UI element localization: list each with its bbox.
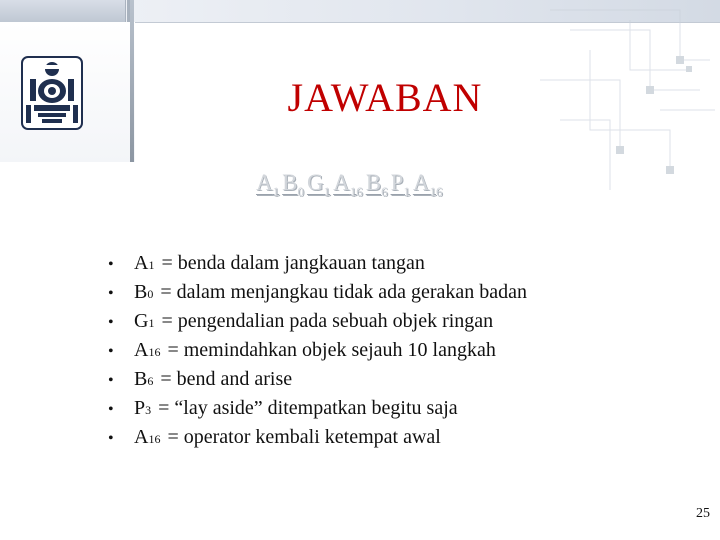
bullet-text: = “lay aside” ditempatkan begitu saja bbox=[153, 397, 458, 419]
bullet-marker: • bbox=[108, 285, 114, 302]
title-area bbox=[150, 62, 620, 132]
bullet-symbol: A bbox=[134, 339, 149, 361]
formula-symbol-base: A bbox=[256, 170, 273, 195]
formula-symbol bbox=[306, 170, 333, 199]
bullet-text: = dalam menjangkau tidak ada gerakan badan bbox=[155, 281, 528, 303]
formula-symbol bbox=[412, 170, 446, 199]
bullet-item bbox=[108, 423, 527, 452]
bullet-marker: • bbox=[108, 256, 114, 273]
bullet-item bbox=[108, 249, 527, 278]
bullet-symbol: A bbox=[134, 252, 149, 274]
formula-symbol-subscript: 1 bbox=[323, 184, 331, 199]
bullet-marker: • bbox=[108, 401, 114, 418]
formula-symbol-subscript: 16 bbox=[429, 184, 443, 199]
bullet-marker: • bbox=[108, 430, 114, 447]
institution-emblem-logo bbox=[20, 55, 84, 131]
bullet-symbol-subscript: 1 bbox=[148, 258, 155, 272]
bullet-symbol: B bbox=[134, 368, 148, 390]
formula-symbol bbox=[282, 170, 307, 199]
page-number: 25 bbox=[696, 506, 710, 521]
formula-symbol bbox=[365, 170, 391, 199]
formula-symbol-base: B bbox=[365, 170, 382, 195]
slide-title: JAWABAN bbox=[287, 74, 483, 120]
formula-symbol-base: B bbox=[282, 170, 298, 195]
formula-symbol-base: G bbox=[306, 170, 324, 195]
bullet-symbol-subscript: 16 bbox=[148, 345, 161, 359]
bullet-symbol-subscript: 1 bbox=[148, 316, 155, 330]
formula-symbol-subscript: 16 bbox=[349, 184, 363, 199]
formula-symbol-subscript: 0 bbox=[297, 184, 304, 199]
bullet-symbol-subscript: 16 bbox=[148, 432, 161, 446]
bullet-symbol: A bbox=[134, 426, 149, 448]
formula-symbol bbox=[333, 170, 366, 199]
vertical-decor-rule bbox=[130, 0, 134, 162]
bullet-symbol: P bbox=[134, 397, 146, 419]
bullet-marker: • bbox=[108, 372, 114, 389]
bullet-item bbox=[108, 336, 527, 365]
formula-symbol bbox=[256, 170, 282, 199]
formula-symbol-base: A bbox=[333, 170, 350, 195]
bullet-symbol: B bbox=[134, 281, 148, 303]
bullet-marker: • bbox=[108, 314, 114, 331]
bullet-text: = bend and arise bbox=[155, 368, 293, 390]
formula-symbol-subscript: 1 bbox=[272, 184, 280, 199]
formula-symbol-subscript: 1 bbox=[403, 184, 410, 199]
bullet-marker: • bbox=[108, 343, 114, 360]
bullet-symbol: G bbox=[134, 310, 149, 332]
bullet-item bbox=[108, 394, 527, 423]
formula-symbol bbox=[390, 170, 413, 199]
bullet-text: = operator kembali ketempat awal bbox=[162, 426, 441, 448]
bullet-item bbox=[108, 365, 527, 394]
bullet-list bbox=[108, 249, 527, 452]
formula-symbol-base: P bbox=[390, 170, 404, 195]
bullet-item bbox=[108, 307, 527, 336]
bullet-symbol-subscript: 3 bbox=[145, 403, 152, 417]
formula-line bbox=[256, 170, 445, 200]
bullet-symbol-subscript: 0 bbox=[147, 287, 154, 301]
bullet-item bbox=[108, 278, 527, 307]
bullet-text: = pengendalian pada sebuah objek ringan bbox=[156, 310, 494, 332]
top-decor-block bbox=[0, 0, 126, 22]
formula-symbol-subscript: 6 bbox=[381, 184, 388, 199]
bullet-symbol-subscript: 6 bbox=[147, 374, 154, 388]
bullet-text: = memindahkan objek sejauh 10 langkah bbox=[162, 339, 496, 361]
bullet-text: = benda dalam jangkauan tangan bbox=[156, 252, 425, 274]
formula-symbol-base: A bbox=[412, 170, 430, 195]
